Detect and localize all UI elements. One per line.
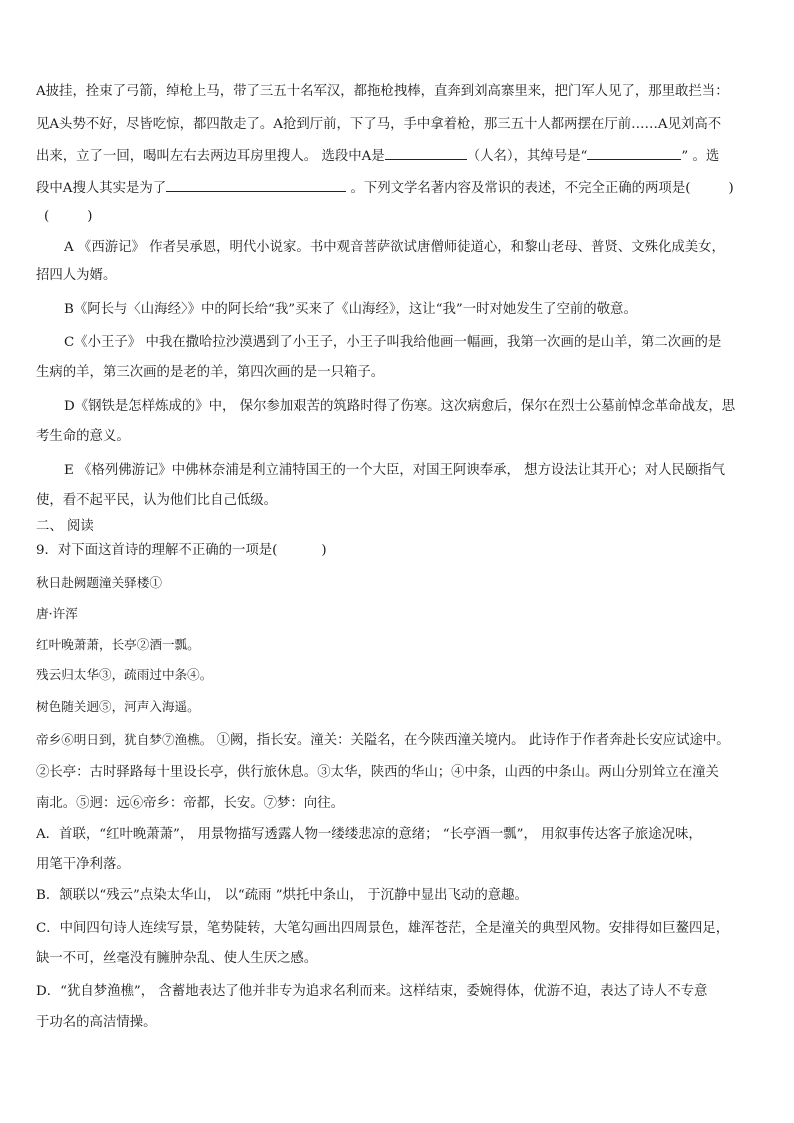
option-d-cont: 考生命的意义。 bbox=[36, 429, 130, 444]
answer-paren bbox=[44, 208, 774, 226]
q9-option-c: C．中间四句诗人连续写景，笔势陡转，大笔勾画出四周景色，雄浑苍茫，全是潼关的典型风物。安排得如巨鳌四足， bbox=[36, 921, 730, 936]
poem-line: 帝乡⑥明日到，犹自梦⑦渔樵。 bbox=[36, 732, 213, 747]
q9-option-b: B．颔联以“残云”点染太华山， 以“疏雨 ”烘托中条山， 于沉静中显出飞动的意趣。 bbox=[36, 888, 528, 903]
option-c: C《小王子》 中我在撒哈拉沙漠遇到了小王子，小王子叫我给他画一幅画，我第一次画的是山羊，第二次画的是 bbox=[64, 335, 722, 350]
poem-notes: ①阙，指长安。潼关：关隘名，在今陕西潼关境内。 此诗作于作者奔赴长安应试途中。 bbox=[212, 733, 730, 748]
passage-text: （人名），其绰号是“ bbox=[466, 149, 588, 164]
poem-line: 红叶晚萧萧，长亭②酒一瓢。 bbox=[36, 637, 200, 652]
q9-option-d: D．“犹自梦渔樵”， 含蓄地表达了他并非专为追求名利而来。这样结束，委婉得体，优游不迫，表达了诗人不专意 bbox=[36, 984, 708, 999]
passage-line bbox=[36, 146, 766, 166]
section-heading: 二、 阅读 bbox=[36, 519, 94, 534]
passage-line: 见A头势不好，尽皆吃惊，都四散走了。A抢到厅前，下了马，手中拿着枪，那三五十人都两摆在厅前……A见刘高不 bbox=[36, 117, 722, 132]
q9-option-a-cont: 用笔干净利落。 bbox=[36, 857, 130, 872]
passage-text: 出来，立了一回，喝叫左右去两边耳房里搜人。 选段中A是 bbox=[36, 149, 385, 164]
option-c-cont: 生病的羊，第三次画的是老的羊，第四次画的是一只箱子。 bbox=[36, 365, 385, 380]
option-a-cont: 招四人为婿。 bbox=[36, 268, 117, 283]
poem-notes: 南北。⑤迥：远⑥帝乡：帝都，长安。⑦梦：向往。 bbox=[36, 796, 344, 811]
passage-text: ) bbox=[728, 181, 734, 196]
answer-blank-purpose[interactable] bbox=[166, 178, 346, 192]
poem-line-with-notes bbox=[36, 731, 766, 750]
passage-text: ” 。选 bbox=[681, 149, 720, 164]
answer-blank-nickname[interactable] bbox=[587, 146, 681, 160]
passage-line: A披挂，拴束了弓箭，绰枪上马，带了三五十名军汉，都拖枪拽棒，直奔到刘高寨里来，把门军人见了，那里敢拦当： bbox=[36, 84, 729, 99]
poem-notes: ②长亭：古时驿路每十里设长亭，供行旅休息。③太华，陕西的华山；④中条，山西的中条山。两山分别耸立在潼关 bbox=[36, 765, 719, 780]
passage-line bbox=[36, 178, 766, 198]
question-9-stem bbox=[36, 542, 766, 560]
paren-open: ( bbox=[44, 209, 50, 224]
q9-option-d-cont: 于功名的高洁情操。 bbox=[36, 1015, 157, 1030]
paren-close: ) bbox=[87, 209, 93, 224]
option-e-cont: 使，看不起平民，认为他们比自己低级。 bbox=[36, 493, 278, 508]
option-b: B《阿长与〈山海经〉》中的阿长给“我”买来了《山海经》，这让“我”一时对她发生了空前的敬意。 bbox=[64, 302, 637, 317]
passage-text: 。下列文学名著内容及常识的表述，不完全正确的两项是( bbox=[346, 181, 691, 196]
poem-author: 唐·许浑 bbox=[36, 606, 78, 621]
option-a: A 《西游记》 作者吴承恩，明代小说家。书中观音菩萨欲试唐僧师徒道心，和黎山老母、普贤、文殊化成美女， bbox=[64, 240, 725, 255]
option-e: E 《格列佛游记》中佛林奈浦是利立浦特国王的一个大臣，对国王阿谀奉承， 想方设法让其开心；对人民颐指气 bbox=[64, 463, 726, 478]
poem-title: 秋日赴阙题潼关驿楼① bbox=[36, 575, 162, 590]
q9-option-c-cont: 缺一不可，丝毫没有臃肿杂乱、使人生厌之感。 bbox=[36, 951, 318, 966]
answer-blank-name[interactable] bbox=[385, 146, 467, 160]
option-d: D《钢铁是怎样炼成的》中， 保尔参加艰苦的筑路时得了伤寒。这次病愈后，保尔在烈士公墓前悼念革命战友，思 bbox=[64, 399, 736, 414]
paren-close: ) bbox=[321, 543, 327, 558]
poem-line: 残云归太华③，疏雨过中条④。 bbox=[36, 667, 213, 682]
question-text: 9．对下面这首诗的理解不正确的一项是( bbox=[36, 543, 278, 558]
poem-line: 树色随关迥⑤，河声入海遥。 bbox=[36, 699, 200, 714]
passage-text: 段中A搜人其实是为了 bbox=[36, 181, 167, 196]
q9-option-a: A．首联，“红叶晚萧萧”， 用景物描写透露人物一缕缕悲凉的意绪； “长亭酒一瓢”， 用叙事传达客子旅途况味， bbox=[36, 827, 702, 842]
